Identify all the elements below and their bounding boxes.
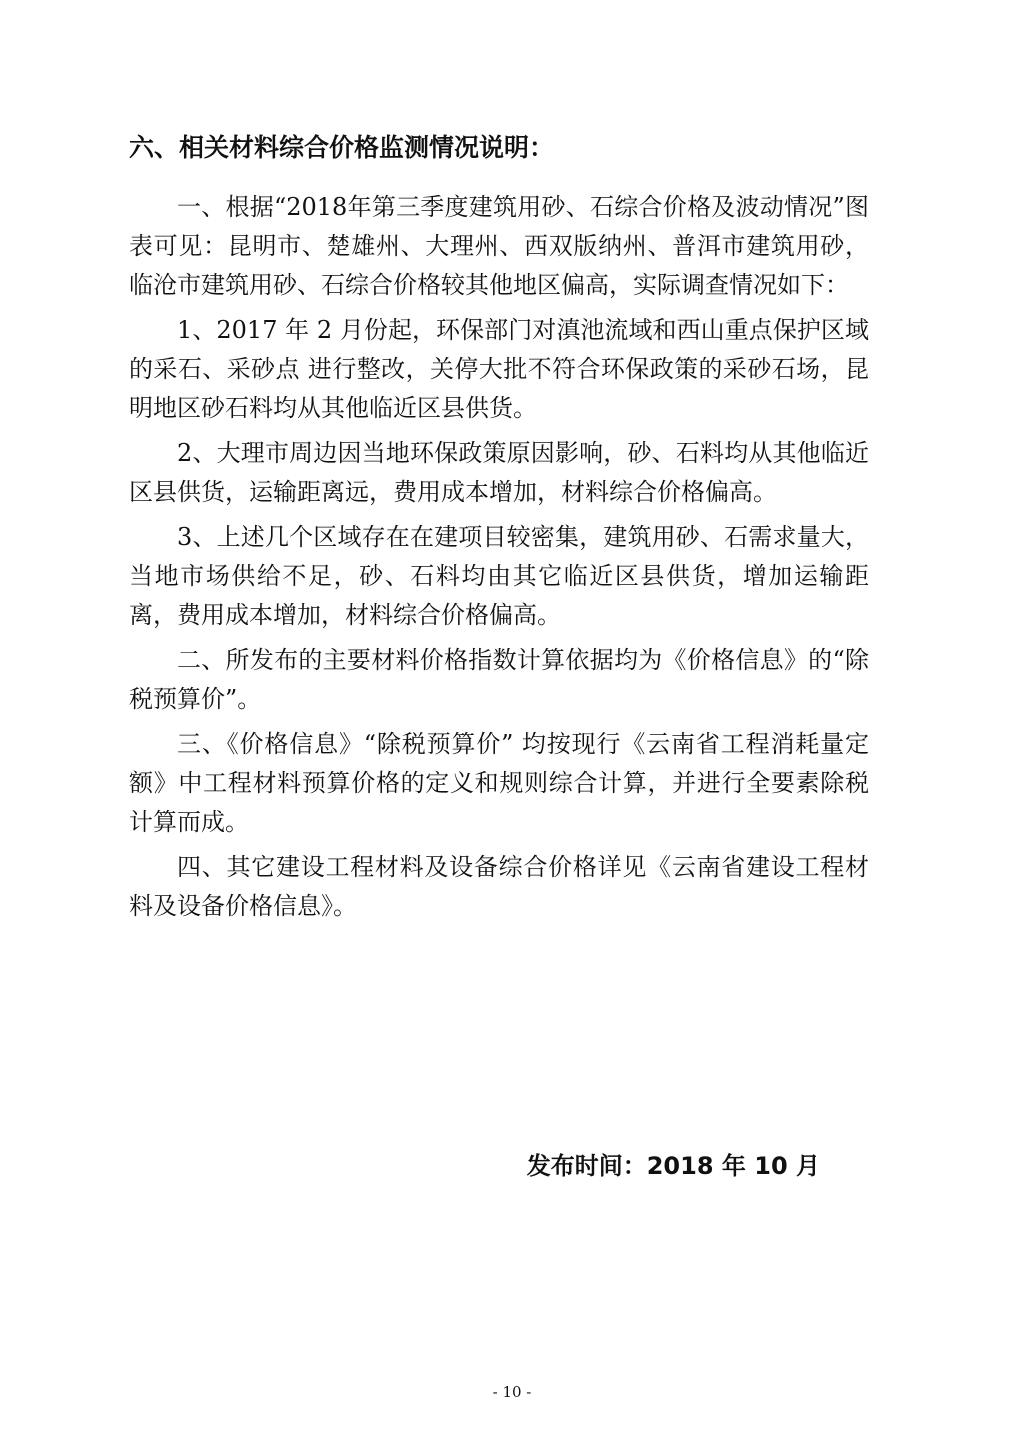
document-body	[129, 188, 869, 932]
paragraph-calculation-rule: 三、《价格信息》“除税预算价” 均按现行《云南省工程消耗量定额》中工程材料预算价格的定义和规则综合计算，并进行全要素除税计算而成。	[129, 730, 869, 836]
page-number: - 10 -	[492, 1383, 532, 1401]
paragraph-overview: 一、根据“2018年第三季度建筑用砂、石综合价格及波动情况”图表可见：昆明市、楚雄州、大理州、西双版纳州、普洱市建筑用砂，临沧市建筑用砂、石综合价格较其他地区偏高，实际调查情况如下：	[129, 193, 869, 299]
section-heading: 六、相关材料综合价格监测情况说明：	[129, 133, 555, 162]
paragraph-item-3: 3、上述几个区域存在在建项目较密集，建筑用砂、石需求量大，当地市场供给不足，砂、石料均由其它临近区县供货，增加运输距离，费用成本增加，材料综合价格偏高。	[129, 523, 869, 629]
paragraph-item-2: 2、大理市周边因当地环保政策原因影响，砂、石料均从其他临近区县供货，运输距离远，费用成本增加，材料综合价格偏高。	[129, 439, 869, 506]
paragraph-price-basis: 二、所发布的主要材料价格指数计算依据均为《价格信息》的“除税预算价”。	[129, 646, 869, 713]
paragraph-reference: 四、其它建设工程材料及设备综合价格详见《云南省建设工程材料及设备价格信息》。	[129, 853, 869, 920]
publish-date: 发布时间：2018 年 10 月	[526, 1152, 820, 1180]
paragraph-item-1: 1、2017 年 2 月份起，环保部门对滇池流域和西山重点保护区域的采石、采砂点 进行整改，关停大批不符合环保政策的采砂石场，昆明地区砂石料均从其他临近区县供货。	[129, 316, 869, 422]
